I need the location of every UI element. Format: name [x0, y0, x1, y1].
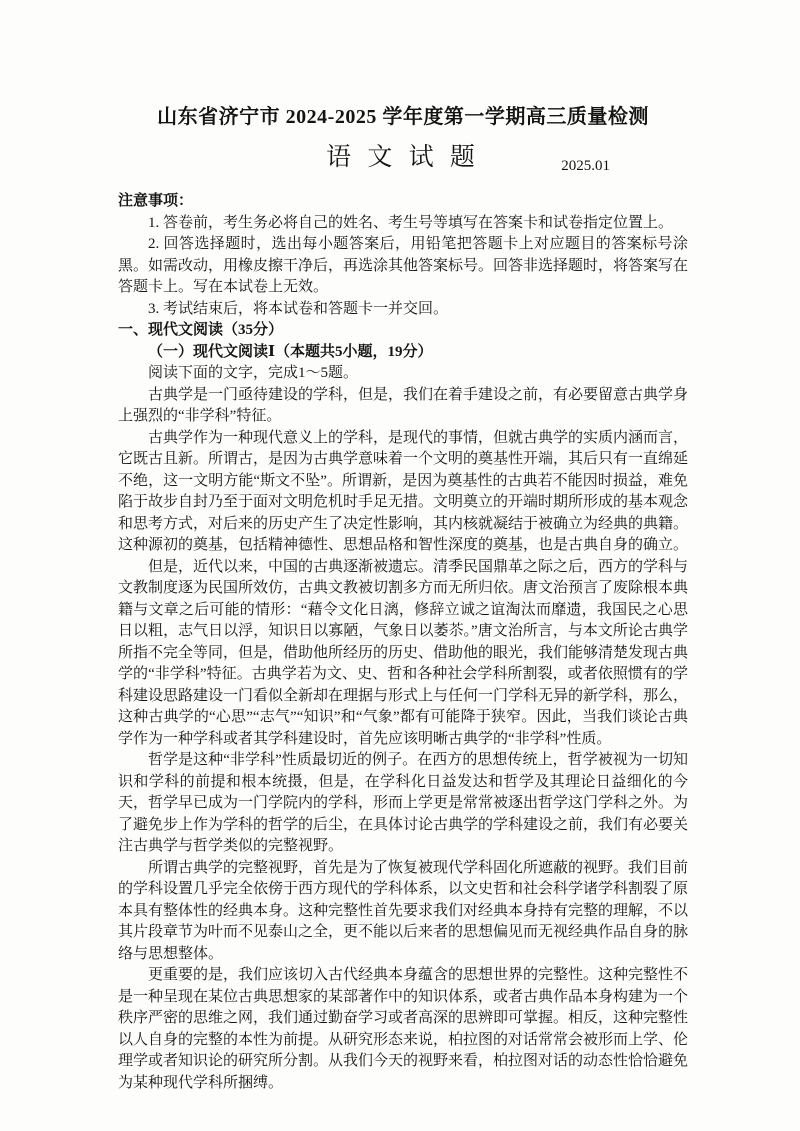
reading-instruction: 阅读下面的文字，完成1～5题。 — [148, 365, 359, 381]
subsection-heading: （一）现代文阅读Ⅰ（本题共5小题，19分） — [148, 343, 433, 360]
notice-item-1: 1. 答卷前，考生务必将自己的姓名、考生号等填写在答案卡和试卷指定位置上。 — [148, 214, 674, 231]
reading-section — [118, 320, 688, 1094]
body-paragraph-1: 古典学是一门亟待建设的学科，但是，我们在着手建设之前，有必要留意古典学身上强烈的“非学科”特征。 — [118, 386, 689, 424]
body-paragraph-6: 更重要的是，我们应该切入古代经典本身蕴含的思想世界的完整性。这种完整性不是一种呈现在某位古典思想家的某部著作中的知识体系，或者古典作品本身构建为一个秩序严密的思维之网，我们通过勤奋学习或者高深的思辨即可掌握。相反，这种完整性以人自身的完整的本性为前提。从研究形态来说，柏拉图的对话常常会被形而上学、伦理学或者知识论的研究所分割。从我们今天的视野来看，柏拉图对话的动态性恰恰避免为某种现代学科所捆缚。 — [118, 967, 689, 1091]
section-heading: 一、现代文阅读（35分） — [118, 322, 284, 338]
exam-title: 山东省济宁市 2024-2025 学年度第一学期高三质量检测 — [157, 106, 649, 128]
body-paragraph-3: 但是，近代以来，中国的古典逐渐被遗忘。清季民国鼎革之际之后，西方的学科与文教制度逐为民国所效仿，古典文教被切割多方而无所归依。唐文治预言了废除根本典籍与文章之后可能的情形：“藉令文化日漓，修辞立诚之谊淘汰而靡遗，我国民之心思日以粗，志气日以浮，知识日以寡陋，气象日以萎苶。”唐文治所言，与本文所论古典学所指不完全等同，但是，借助他所经历的历史、借助他的眼光，我们能够清楚发现古典学的“非学科”特征。古典学若为文、史、哲和各种社会学科所割裂，或者依照惯有的学科建设思路建设一门看似全新却在理据与形式上与任何一门学科无异的新学科，那么，这种古典学的“心思”“志气”“知识”和“气象”都有可能降于狭窄。因此，当我们谈论古典学作为一种学科或者其学科建设时，首先应该明晰古典学的“非学科”性质。 — [118, 558, 689, 747]
notice-item-3: 3. 考试结束后，将本试卷和答题卡一并交回。 — [148, 300, 449, 317]
body-paragraph-2: 古典学作为一种现代意义上的学科，是现代的事情，但就古典学的实质内涵而言，它既古且新。所谓古，是因为古典学意味着一个文明的奠基性开端，其后只有一直绵延不绝，这一文明方能“斯文不坠”。所谓新，是因为奠基性的古典若不能因时损益，难免陷于故步自封乃至于面对文明危机时手足无措。文明奠立的开端时期所形成的基本观念和思考方式，对后来的历史产生了决定性影响，其内核就凝结于被确立为经典的典籍。这种源初的奠基，包括精神德性、思想品格和智性深度的奠基，也是古典自身的确立。 — [118, 429, 689, 553]
body-paragraph-4: 哲学是这种“非学科”性质最切近的例子。在西方的思想传统上，哲学被视为一切知识和学科的前提和根本统摄，但是，在学科化日益发达和哲学及其理论日益细化的今天，哲学早已成为一门学院内的学科，形而上学更是常常被逐出哲学这门学科之外。为了避免步上作为学科的哲学的后尘，在具体讨论古典学的学科建设之前，我们有必要关注古典学与哲学类似的完整视野。 — [118, 752, 689, 854]
notice-item-2: 2. 回答选择题时，选出每小题答案后，用铅笔把答题卡上对应题目的答案标号涂黑。如需改动，用橡皮擦干净后，再选涂其他答案标号。回答非选择题时，将答案写在答题卡上。写在本试卷上无效。 — [118, 236, 689, 295]
body-paragraph-5: 所谓古典学的完整视野，首先是为了恢复被现代学科固化所遮蔽的视野。我们目前的学科设置几乎完全依傍于西方现代的学科体系，以文史哲和社会科学诸学科割裂了原本具有整体性的经典本身。这种完整性首先要求我们对经典本身持有完整的理解，不以其片段章节为叶而不见泰山之全，更不能以后来者的思想偏见而无视经典作品自身的脉络与思想整体。 — [118, 859, 689, 962]
exam-date: 2025.01 — [561, 158, 610, 174]
notice-heading: 注意事项： — [118, 193, 194, 209]
subtitle-row — [118, 141, 688, 183]
notice-section — [118, 191, 688, 320]
subject-title: 语 文 试 题 — [326, 144, 480, 171]
